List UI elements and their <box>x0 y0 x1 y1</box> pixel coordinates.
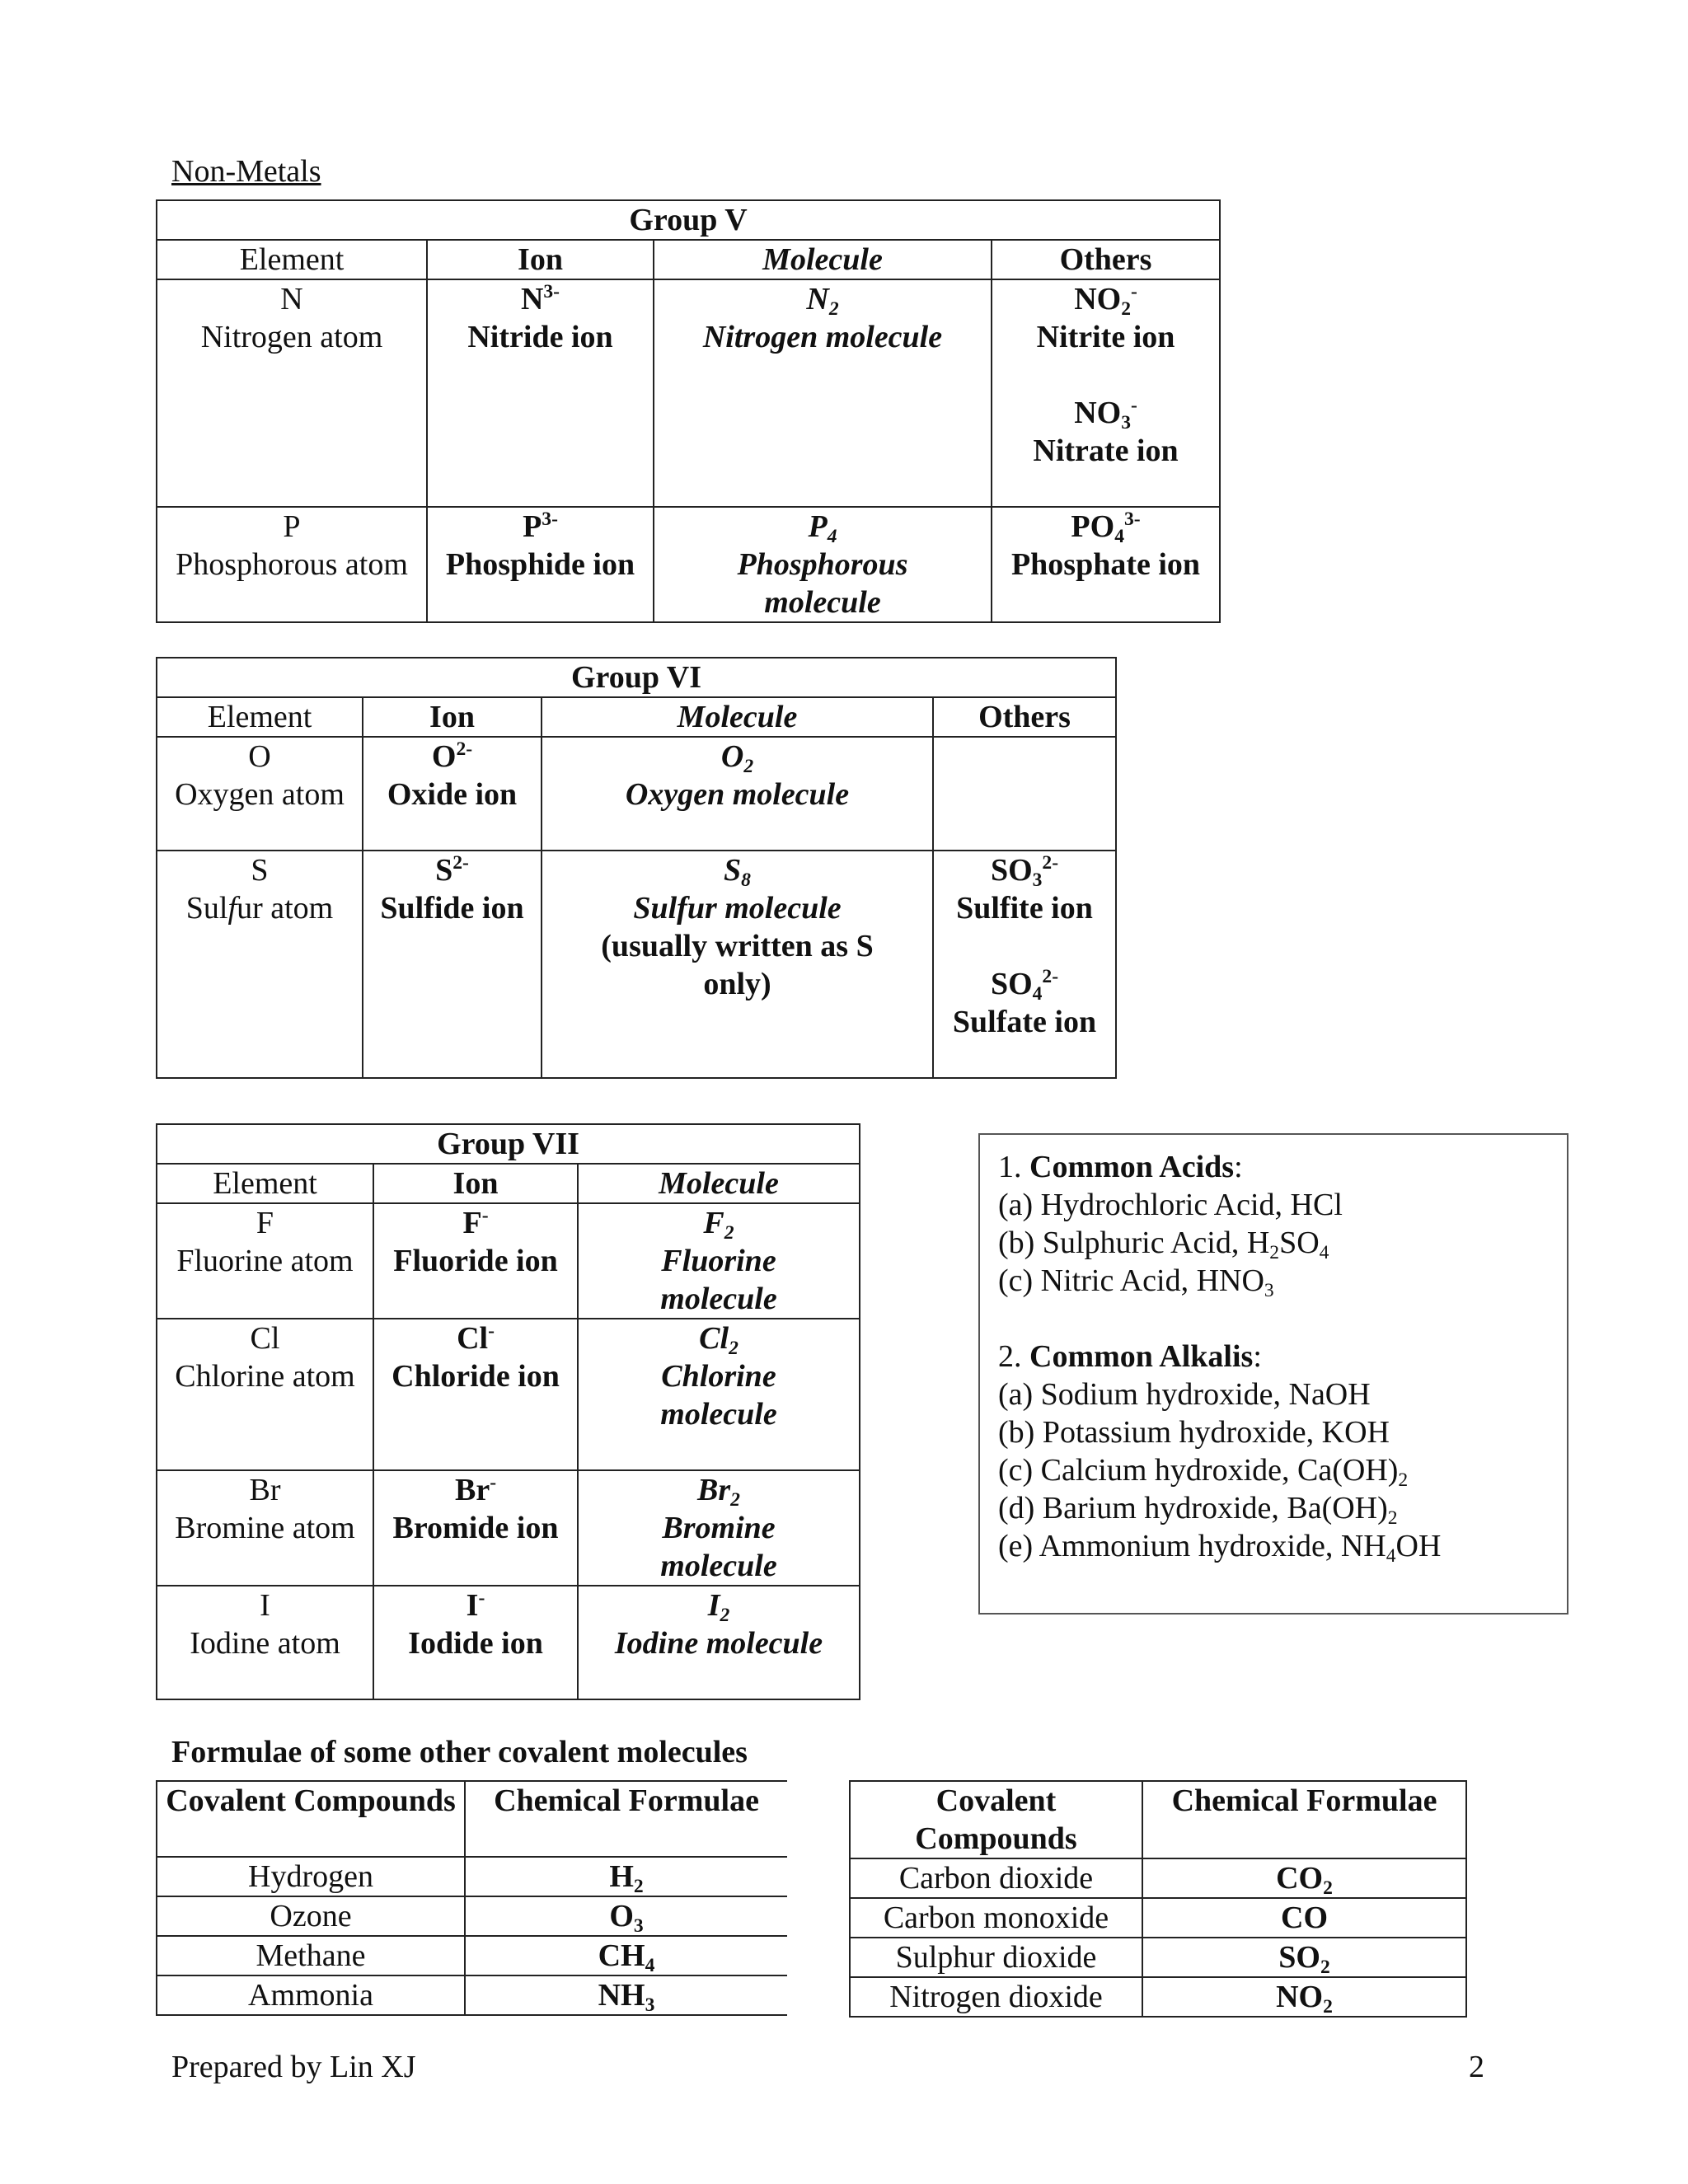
oxygen-others-cell <box>933 737 1116 851</box>
compound-formula: $NO_2$ <box>1142 1977 1466 2017</box>
ion-formula: F- <box>462 1204 489 1240</box>
ion-name: Chloride ion <box>392 1359 560 1394</box>
molecule-name: Oxygen molecule <box>625 777 850 812</box>
acid-item: (b) Sulphuric Acid, $H_2SO_4$ <box>998 1226 1329 1264</box>
table-row <box>157 1896 787 1936</box>
molecule-cell <box>578 1470 860 1586</box>
compound-name: Methane <box>157 1936 465 1975</box>
header-element: Element <box>157 240 427 279</box>
table-row <box>157 1857 787 1896</box>
compound-formula: $SO_2$ <box>1142 1938 1466 1977</box>
element-cell <box>157 1586 373 1699</box>
element-symbol: Br <box>249 1473 281 1507</box>
molecule-formula: $F_2$ <box>703 1206 734 1244</box>
alkali-item: (a) Sodium hydroxide, NaOH <box>998 1377 1371 1412</box>
group-vii-header-row <box>157 1164 860 1203</box>
compound-name: Ammonia <box>157 1975 465 2015</box>
compound-formula: $H_2$ <box>465 1857 787 1896</box>
ion-formula: $P^{3-}$ <box>523 508 558 544</box>
covalent-title: Formulae of some other covalent molecules <box>171 1735 748 1769</box>
molecule-note: (usually written as S only) <box>601 929 874 1001</box>
element-cell <box>157 1203 373 1319</box>
other-name: Nitrate ion <box>1033 434 1179 468</box>
element-name: Fluorine atom <box>176 1244 354 1278</box>
group-v-header-row <box>157 240 1220 279</box>
element-cell <box>157 1319 373 1470</box>
compound-name: Carbon dioxide <box>850 1858 1142 1898</box>
ion-formula: $O^{2-}$ <box>431 738 473 774</box>
alkalis-heading: 2. Common Alkalis: <box>998 1339 1262 1374</box>
sulfur-ion-cell <box>363 851 542 1078</box>
molecule-formula: $N_2$ <box>806 282 839 321</box>
molecule-name: Fluorine molecule <box>660 1244 777 1316</box>
header-element: Element <box>157 697 363 737</box>
compound-name: Carbon monoxide <box>850 1898 1142 1938</box>
acid-item: (c) Nitric Acid, $HNO_3$ <box>998 1263 1274 1302</box>
header-compounds: Covalent Compounds <box>850 1781 1142 1858</box>
table-row <box>157 1975 787 2015</box>
alkali-item: (e) Ammonium hydroxide, $NH_4OH$ <box>998 1529 1442 1568</box>
molecule-formula: $S_8$ <box>724 853 751 892</box>
element-name: Iodine atom <box>190 1626 340 1661</box>
ion-formula: I- <box>466 1586 485 1623</box>
molecule-cell <box>578 1586 860 1699</box>
oxygen-ion-cell <box>363 737 542 851</box>
compound-formula: $CH_4$ <box>465 1936 787 1975</box>
molecule-name: Bromine molecule <box>660 1511 777 1583</box>
ion-cell <box>373 1586 578 1699</box>
table-row <box>850 1977 1466 2017</box>
ion-cell <box>373 1470 578 1586</box>
nitrogen-others-cell <box>992 279 1220 507</box>
group-v-table <box>156 199 1221 623</box>
group-vi-table <box>156 657 1117 1079</box>
ion-name: Bromide ion <box>392 1511 559 1545</box>
element-name: Phosphorous atom <box>176 547 408 582</box>
other-formula: $SO_3^{2-}$ <box>990 851 1059 892</box>
header-others: Others <box>933 697 1116 737</box>
page-number: 2 <box>1469 2050 1484 2084</box>
group-vii-table <box>156 1123 860 1700</box>
phosphorous-molecule-cell <box>654 507 992 622</box>
table-row <box>850 1898 1466 1938</box>
molecule-name: Chlorine molecule <box>660 1359 777 1432</box>
compound-name: Nitrogen dioxide <box>850 1977 1142 2017</box>
molecule-formula: $Cl_2$ <box>699 1321 738 1360</box>
compound-name: Hydrogen <box>157 1857 465 1896</box>
element-name: Chlorine atom <box>175 1359 355 1394</box>
element-symbol: S <box>251 853 269 888</box>
ion-formula: Br- <box>454 1471 497 1507</box>
acid-item: (a) Hydrochloric Acid, HCl <box>998 1188 1343 1222</box>
fluorine-row <box>157 1203 860 1319</box>
ion-name: Oxide ion <box>387 777 518 812</box>
nitrogen-ion-cell <box>427 279 654 507</box>
element-symbol: F <box>256 1206 274 1240</box>
ion-cell <box>373 1319 578 1470</box>
molecule-name: Phosphorous molecule <box>737 547 908 620</box>
molecule-formula: $I_2$ <box>707 1588 730 1627</box>
acids-alkalis-box <box>978 1133 1568 1615</box>
element-symbol: Cl <box>250 1321 280 1356</box>
phosphorous-others-cell <box>992 507 1220 622</box>
acids-heading: 1. Common Acids: <box>998 1150 1243 1184</box>
ion-name: Sulfide ion <box>380 891 524 926</box>
molecule-formula: $O_2$ <box>720 739 754 778</box>
other-formula: $PO_4^{3-}$ <box>1071 508 1141 548</box>
group-vi-header-row <box>157 697 1116 737</box>
header-others: Others <box>992 240 1220 279</box>
element-name: Sulfur atom <box>185 891 334 926</box>
other-name: Nitrite ion <box>1036 320 1175 354</box>
oxygen-molecule-cell <box>542 737 933 851</box>
sulfur-others-cell <box>933 851 1116 1078</box>
element-name: Nitrogen atom <box>200 320 383 354</box>
table-row <box>850 1938 1466 1977</box>
header-ion: Ion <box>373 1164 578 1203</box>
ion-name: Phosphide ion <box>445 547 635 582</box>
table-row <box>850 1858 1466 1898</box>
ion-name: Nitride ion <box>467 320 613 354</box>
oxygen-row <box>157 737 1116 851</box>
element-symbol: I <box>260 1588 270 1623</box>
compound-formula: CO <box>1142 1898 1466 1938</box>
header-formulae: Chemical Formulae <box>1142 1781 1466 1858</box>
alkali-item: (c) Calcium hydroxide, $Ca(OH)_2$ <box>998 1453 1409 1492</box>
compound-name: Ozone <box>157 1896 465 1936</box>
molecule-formula: $P_4$ <box>808 509 837 548</box>
alkali-item: (d) Barium hydroxide, $Ba(OH)_2$ <box>998 1491 1398 1530</box>
ion-formula: Cl- <box>457 1319 495 1356</box>
bromine-row <box>157 1470 860 1586</box>
covalent-table-left <box>156 1780 787 2016</box>
group-v-title-row <box>157 200 1220 240</box>
molecule-name: Nitrogen molecule <box>702 320 943 354</box>
other-name: Phosphate ion <box>1010 547 1201 582</box>
header-molecule: Molecule <box>578 1164 860 1203</box>
sulfur-element-cell <box>157 851 363 1078</box>
header-element: Element <box>157 1164 373 1203</box>
header-compounds: Covalent Compounds <box>157 1781 465 1857</box>
ion-formula: $S^{2-}$ <box>435 851 469 888</box>
compound-name: Sulphur dioxide <box>850 1938 1142 1977</box>
covalent-header-row <box>850 1781 1466 1858</box>
molecule-cell <box>578 1203 860 1319</box>
element-cell <box>157 1470 373 1586</box>
group-vii-title: Group VII <box>157 1124 860 1164</box>
phosphorous-ion-cell <box>427 507 654 622</box>
oxygen-element-cell <box>157 737 363 851</box>
header-molecule: Molecule <box>542 697 933 737</box>
molecule-name: Iodine molecule <box>614 1626 823 1661</box>
chlorine-row <box>157 1319 860 1470</box>
element-symbol: O <box>248 739 271 774</box>
compound-formula: $CO_2$ <box>1142 1858 1466 1898</box>
sulfur-row <box>157 851 1116 1078</box>
element-symbol: N <box>280 282 303 316</box>
group-vi-title: Group VI <box>157 658 1116 697</box>
element-symbol: P <box>283 509 301 544</box>
other-name: Sulfite ion <box>956 891 1093 926</box>
phosphorous-element-cell <box>157 507 427 622</box>
element-name: Oxygen atom <box>175 777 345 812</box>
group-v-title: Group V <box>157 200 1220 240</box>
molecule-cell <box>578 1319 860 1470</box>
header-ion: Ion <box>427 240 654 279</box>
ion-formula: $N^{3-}$ <box>520 280 560 316</box>
ion-name: Iodide ion <box>408 1626 543 1661</box>
other-formula: $SO_4^{2-}$ <box>990 965 1059 1005</box>
header-ion: Ion <box>363 697 542 737</box>
header-molecule: Molecule <box>654 240 992 279</box>
covalent-header-row <box>157 1781 787 1857</box>
molecule-name: Sulfur molecule <box>633 891 842 926</box>
section-heading: Non-Metals <box>171 154 321 189</box>
covalent-table-right <box>849 1780 1467 2018</box>
alkali-item: (b) Potassium hydroxide, KOH <box>998 1415 1390 1450</box>
nitrogen-element-cell <box>157 279 427 507</box>
ion-name: Fluoride ion <box>393 1244 558 1278</box>
phosphorous-row <box>157 507 1220 622</box>
molecule-formula: $Br_2$ <box>697 1473 740 1511</box>
other-name: Sulfate ion <box>952 1005 1097 1039</box>
compound-formula: $NH_3$ <box>465 1975 787 2015</box>
group-vi-title-row <box>157 658 1116 697</box>
group-vii-title-row <box>157 1124 860 1164</box>
sulfur-molecule-cell <box>542 851 933 1078</box>
compound-formula: $O_3$ <box>465 1896 787 1936</box>
nitrogen-row <box>157 279 1220 507</box>
ion-cell <box>373 1203 578 1319</box>
table-row <box>157 1936 787 1975</box>
element-name: Bromine atom <box>175 1511 355 1545</box>
footer-author: Prepared by Lin XJ <box>171 2050 416 2084</box>
other-formula: $NO_2^-$ <box>1074 280 1137 321</box>
other-formula: $NO_3^-$ <box>1074 394 1137 434</box>
nitrogen-molecule-cell <box>654 279 992 507</box>
iodine-row <box>157 1586 860 1699</box>
header-formulae: Chemical Formulae <box>465 1781 787 1857</box>
